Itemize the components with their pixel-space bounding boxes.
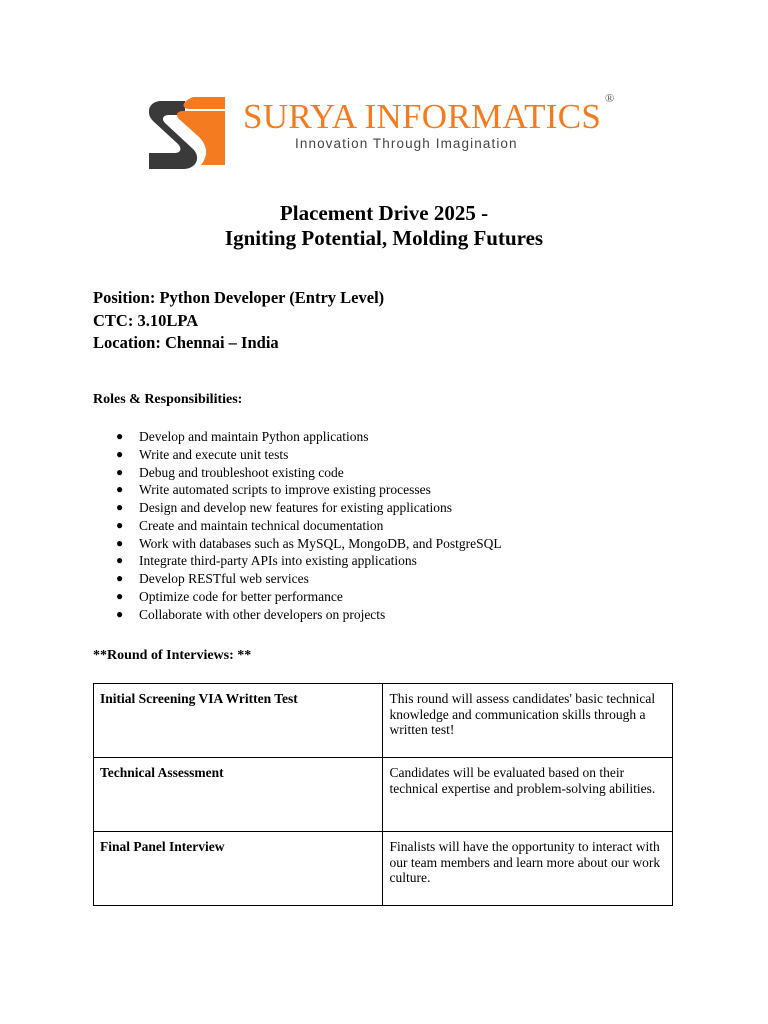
round-name: Initial Screening VIA Written Test xyxy=(94,684,383,758)
brand-tagline: Innovation Through Imagination xyxy=(295,136,518,151)
bullet-icon: ● xyxy=(116,535,124,550)
bullet-icon: ● xyxy=(116,588,124,603)
bullet-icon: ● xyxy=(116,446,124,461)
list-item: ● Create and maintain technical documentation xyxy=(116,517,384,533)
bullet-icon: ● xyxy=(116,500,124,514)
list-item: ● Optimize code for better performance xyxy=(116,588,343,604)
round-description: Candidates will be evaluated based on their technical expertise and problem-solving abilities. xyxy=(383,758,673,832)
round-description: This round will assess candidates' basic technical knowledge and communication skills through a written test! xyxy=(383,684,673,758)
interviews-heading: **Round of Interviews: ** xyxy=(93,648,252,663)
bullet-icon: ● xyxy=(116,553,124,568)
round-name: Technical Assessment xyxy=(94,758,383,832)
bullet-icon: ● xyxy=(116,482,124,497)
ctc-line: CTC: 3.10LPA xyxy=(93,310,199,330)
list-item: ● Develop and maintain Python applications xyxy=(116,429,369,444)
bullet-icon: ● xyxy=(116,606,124,621)
table-row xyxy=(94,758,673,832)
company-logo xyxy=(149,91,619,171)
list-item: ● Develop RESTful web services xyxy=(116,571,309,586)
list-item: ● Integrate third-party APIs into existing applications xyxy=(116,553,417,569)
list-item: ● Write and execute unit tests xyxy=(116,446,289,462)
location-line: Location: Chennai – India xyxy=(93,333,279,352)
position-line: Position: Python Developer (Entry Level) xyxy=(93,288,385,307)
list-item: ● Work with databases such as MySQL, MongoDB, and PostgreSQL xyxy=(116,535,502,551)
list-item: ● Design and develop new features for existing applications xyxy=(116,500,453,515)
bullet-icon: ● xyxy=(116,464,124,479)
table-row xyxy=(94,832,673,906)
list-item: ● Write automated scripts to improve existing processes xyxy=(116,482,431,498)
list-item: ● Debug and troubleshoot existing code xyxy=(116,464,344,480)
brand-name: SURYA INFORMATICS xyxy=(243,97,602,136)
bullet-icon: ● xyxy=(116,517,124,532)
title-line-2: Igniting Potential, Molding Futures xyxy=(224,226,544,250)
s-logo-icon xyxy=(149,97,225,169)
list-item: ● Collaborate with other developers on projects xyxy=(116,606,386,622)
page-title xyxy=(0,201,768,251)
interview-rounds-table xyxy=(93,683,673,906)
responsibilities-list xyxy=(116,428,502,623)
bullet-icon: ● xyxy=(116,571,124,585)
title-line-1: Placement Drive 2025 - xyxy=(279,201,489,225)
registered-mark: ® xyxy=(605,91,615,105)
round-description: Finalists will have the opportunity to interact with our team members and learn more about our work culture. xyxy=(383,832,673,906)
position-details xyxy=(93,287,384,355)
table-row xyxy=(94,684,673,758)
roles-heading: Roles & Responsibilities: xyxy=(93,392,243,407)
bullet-icon: ● xyxy=(116,429,124,443)
round-name: Final Panel Interview xyxy=(94,832,383,906)
